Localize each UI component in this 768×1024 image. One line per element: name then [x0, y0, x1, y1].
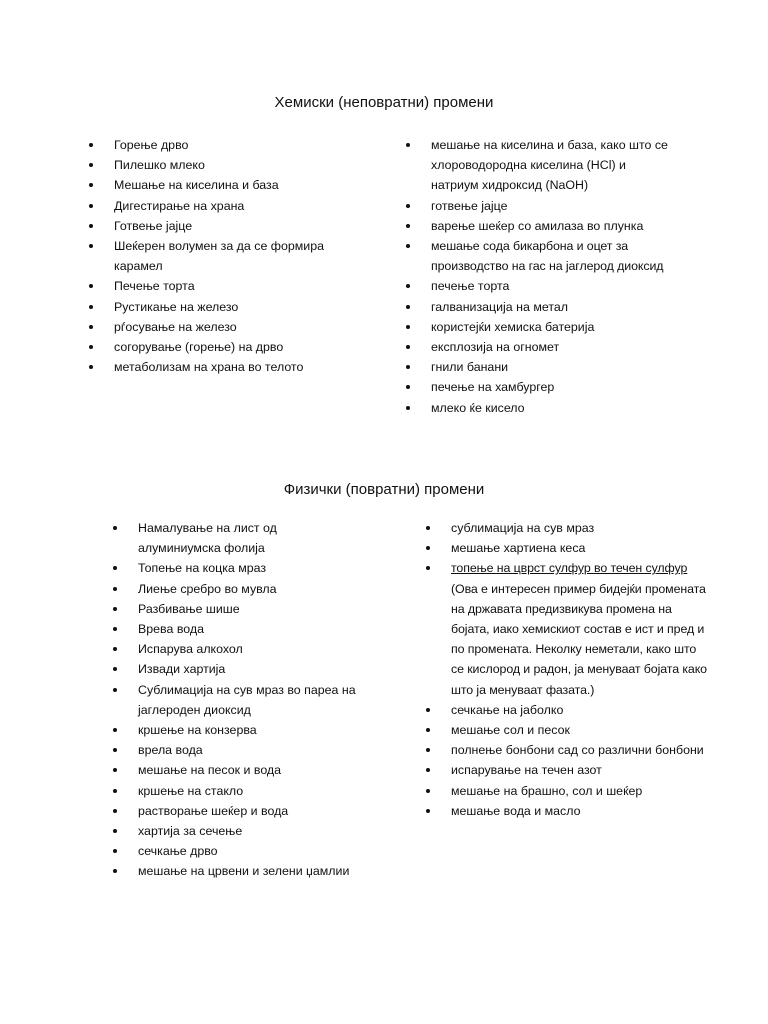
list-item: мешање сода бикарбона и оцет за производство на гас на јаглерод диоксид	[405, 236, 705, 276]
list-item: Разбивање шише	[112, 599, 372, 619]
list-item: галванизација на метал	[405, 297, 705, 317]
list-item: печење на хамбургер	[405, 377, 705, 397]
list-item: Топење на коцка мраз	[112, 558, 372, 578]
list-item: мешање сол и песок	[425, 720, 711, 740]
list-item: Врева вода	[112, 619, 372, 639]
list-item: Пилешко млеко	[88, 155, 338, 175]
list-item: млеко ќе кисело	[405, 398, 705, 418]
list-item: врела вода	[112, 740, 372, 760]
list-item: сублимација на сув мраз	[425, 518, 711, 538]
list-item: Печење торта	[88, 276, 338, 296]
list-item: кршење на конзерва	[112, 720, 372, 740]
physical-changes-heading: Физички (повратни) промени	[283, 481, 485, 498]
list-item: Мешање на киселина и база	[88, 175, 338, 195]
list-item: готвење јајце	[405, 196, 705, 216]
list-item: Шеќерен волумен за да се формира карамел	[88, 236, 338, 276]
chemical-changes-heading: Хемиски (неповратни) промени	[274, 94, 494, 111]
list-item: хартија за сечење	[112, 821, 372, 841]
list-item: мешање на киселина и база, како што се хлороводородна киселина (HCl) и натриум хидроксид (NaOH)	[405, 135, 705, 196]
list-item: Лиење сребро во мувла	[112, 579, 372, 599]
chemical-list-left	[88, 135, 338, 377]
list-item: Намалување на лист од алуминиумска фолија	[112, 518, 372, 558]
list-item: рѓосување на железо	[88, 317, 338, 337]
list-item: печење торта	[405, 276, 705, 296]
list-item: метаболизам на храна во телото	[88, 357, 338, 377]
underlined-text: топење на цврст сулфур во течен сулфур	[451, 561, 688, 576]
list-item: користејќи хемиска батерија	[405, 317, 705, 337]
list-item: Сублимација на сув мраз во пареа на јаглероден диоксид	[112, 680, 372, 720]
list-item: варење шеќер со амилаза во плунка	[405, 216, 705, 236]
list-item: мешање на брашно, сол и шеќер	[425, 781, 711, 801]
list-item: полнење бонбони сад со различни бонбони	[425, 740, 711, 760]
list-item: Испарува алкохол	[112, 639, 372, 659]
physical-list-left	[112, 518, 372, 882]
physical-list-right	[425, 518, 711, 821]
list-item: сечкање дрво	[112, 841, 372, 861]
list-item: испарување на течен азот	[425, 760, 711, 780]
list-item: мешање на црвени и зелени џамлии	[112, 861, 372, 881]
list-item-sulfur	[425, 558, 711, 699]
list-item: растворање шеќер и вода	[112, 801, 372, 821]
list-item: кршење на стакло	[112, 781, 372, 801]
list-item: експлозија на огномет	[405, 337, 705, 357]
list-item: мешање на песок и вода	[112, 760, 372, 780]
list-item: Рустикање на железо	[88, 297, 338, 317]
list-item: сечкање на јаболко	[425, 700, 711, 720]
list-item: Извади хартија	[112, 659, 372, 679]
list-item: согорување (горење) на дрво	[88, 337, 338, 357]
list-item: гнили банани	[405, 357, 705, 377]
list-item: мешање вода и масло	[425, 801, 711, 821]
list-item: мешање хартиена кеса	[425, 538, 711, 558]
chemical-list-right	[405, 135, 705, 418]
note-text: (Ова е интересен пример бидејќи промената на државата предизвикува промена на бојата, иако хемискиот состав е ист и пред и по промената. Неколку неметали, како што се кислород и радон, ја менуваат бојата како што ја менуваат фазата.)	[451, 581, 707, 697]
list-item: Горење дрво	[88, 135, 338, 155]
list-item: Дигестирање на храна	[88, 196, 338, 216]
list-item: Готвење јајце	[88, 216, 338, 236]
